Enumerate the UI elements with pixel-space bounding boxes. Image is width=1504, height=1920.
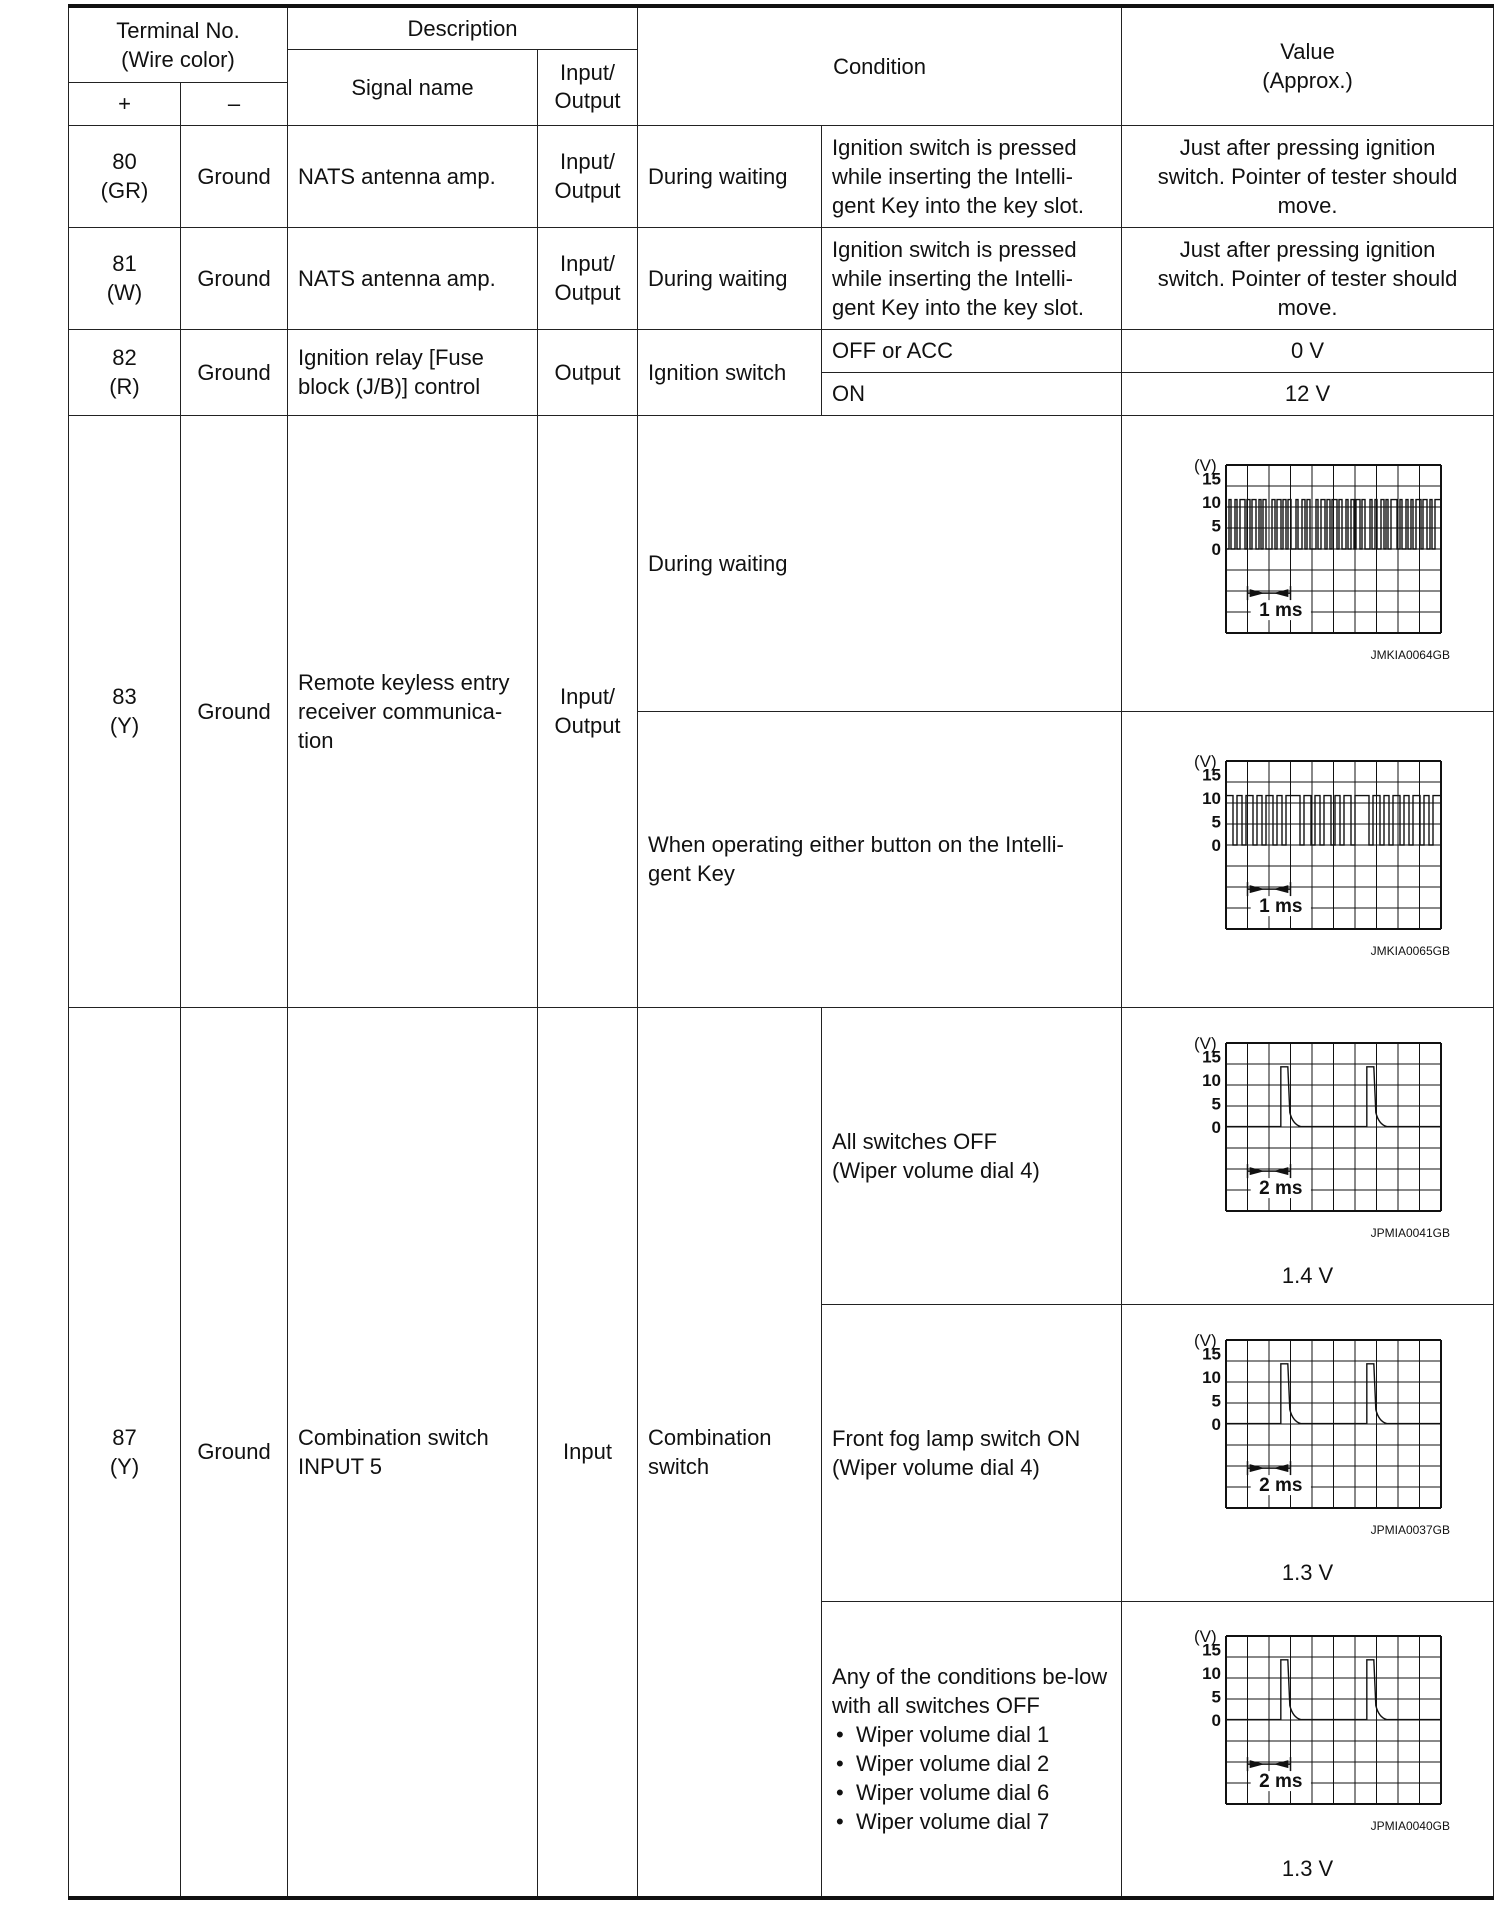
condition-cell: During waiting	[638, 125, 822, 227]
tick-label: 10	[1201, 1070, 1221, 1090]
signal-name-cell: NATS antenna amp.	[288, 227, 538, 329]
condition-cell: Combination switch	[638, 1007, 822, 1898]
table-row	[69, 1007, 1494, 1304]
ground-cell: Ground	[181, 125, 288, 227]
figure-code: JMKIA0064GB	[1370, 648, 1450, 662]
condition-cell: Ignition switch	[638, 329, 822, 415]
header-condition: Condition	[638, 6, 1122, 125]
terminal-cell: 87 (Y)	[69, 1007, 181, 1898]
header-description: Description	[288, 6, 638, 49]
value-cell: Just after pressing ignition switch. Pointer of tester should move.	[1122, 125, 1494, 227]
scale-arrow	[1249, 1167, 1264, 1175]
figure-code: JPMIA0041GB	[1370, 1226, 1450, 1240]
value-text: 1.3 V	[1281, 1856, 1334, 1882]
time-scale-label: 2 ms	[1258, 1475, 1303, 1497]
waveform-chart-w4	[1158, 1318, 1458, 1558]
scale-arrow	[1273, 1167, 1288, 1175]
tick-label: 10	[1201, 1664, 1221, 1684]
header-input-output: Input/ Output	[538, 49, 638, 125]
waveform-chart-w1	[1158, 443, 1458, 683]
y-axis-unit: (V)	[1193, 752, 1217, 771]
y-axis-unit: (V)	[1193, 456, 1217, 475]
list-item: • Wiper volume dial 1	[832, 1720, 1111, 1749]
signal-name-cell: Combination switch INPUT 5	[288, 1007, 538, 1898]
value-text: 1.4 V	[1281, 1263, 1334, 1288]
io-cell: Output	[538, 329, 638, 415]
terminal-cell: 83 (Y)	[69, 415, 181, 1007]
io-cell: Input	[538, 1007, 638, 1898]
scale-arrow	[1273, 1464, 1288, 1472]
time-scale-label: 1 ms	[1258, 600, 1303, 622]
signal-name-cell: Remote keyless entry receiver communica-tion	[288, 415, 538, 1007]
table-row	[69, 227, 1494, 329]
header-terminal-no: Terminal No. (Wire color)	[69, 6, 288, 82]
condition-cell: During waiting	[638, 227, 822, 329]
value-cell	[1122, 1601, 1494, 1898]
condition-cell: When operating either button on the Intelli-gent Key	[638, 711, 1122, 1007]
io-cell: Input/ Output	[538, 125, 638, 227]
tick-label: 0	[1211, 1415, 1221, 1434]
header-minus: –	[181, 82, 288, 125]
ground-cell: Ground	[181, 1007, 288, 1898]
value-cell	[1122, 415, 1494, 711]
signal-name-cell: NATS antenna amp.	[288, 125, 538, 227]
time-scale-label: 2 ms	[1258, 1178, 1303, 1200]
header-value: Value (Approx.)	[1122, 6, 1494, 125]
terminal-cell: 80 (GR)	[69, 125, 181, 227]
sub-condition-cell: Ignition switch is pressed while inserting the Intelli-gent Key into the key slot.	[822, 227, 1122, 329]
tick-label: 15	[1201, 765, 1221, 785]
y-axis-unit: (V)	[1193, 1627, 1217, 1647]
tick-label: 15	[1201, 469, 1221, 489]
tick-label: 0	[1211, 540, 1221, 559]
list-item: • Wiper volume dial 2	[832, 1749, 1111, 1778]
table-row	[69, 329, 1494, 372]
y-axis-unit: (V)	[1193, 1331, 1217, 1350]
header-plus: +	[69, 82, 181, 125]
waveform-chart-w5	[1158, 1614, 1458, 1854]
sub-condition-cell	[822, 1601, 1122, 1898]
scale-arrow	[1249, 885, 1264, 893]
signal-name-cell: Ignition relay [Fuse block (J/B)] control	[288, 329, 538, 415]
value-cell: Just after pressing ignition switch. Pointer of tester should move.	[1122, 227, 1494, 329]
scale-arrow	[1249, 589, 1264, 597]
scale-arrow	[1273, 589, 1288, 597]
list-item: • Wiper volume dial 6	[832, 1778, 1111, 1807]
time-scale-label: 2 ms	[1258, 1771, 1303, 1793]
tick-label: 5	[1211, 516, 1221, 536]
io-cell: Input/ Output	[538, 227, 638, 329]
value-cell	[1122, 1007, 1494, 1304]
scale-arrow	[1273, 1760, 1288, 1768]
tick-label: 15	[1201, 1047, 1221, 1067]
terminal-cell: 82 (R)	[69, 329, 181, 415]
tick-label: 5	[1211, 812, 1221, 832]
sub-condition-intro: Any of the conditions be-low with all switches OFF	[832, 1663, 1108, 1718]
terminal-spec-table	[68, 4, 1494, 1900]
value-cell: 0 V	[1122, 329, 1494, 372]
tick-label: 10	[1201, 492, 1221, 512]
wiper-dial-list	[832, 1720, 1111, 1836]
tick-label: 10	[1201, 1367, 1221, 1387]
condition-cell: During waiting	[638, 415, 1122, 711]
list-item: • Wiper volume dial 7	[832, 1807, 1111, 1836]
waveform-chart-w3	[1158, 1021, 1458, 1261]
value-cell	[1122, 1304, 1494, 1601]
terminal-cell: 81 (W)	[69, 227, 181, 329]
tick-label: 5	[1211, 1391, 1221, 1411]
ground-cell: Ground	[181, 227, 288, 329]
waveform-chart-w2	[1158, 739, 1458, 979]
figure-code: JPMIA0037GB	[1370, 1523, 1450, 1537]
table-row	[69, 415, 1494, 711]
scale-arrow	[1273, 885, 1288, 893]
sub-condition-cell: ON	[822, 372, 1122, 415]
y-axis-unit: (V)	[1193, 1034, 1217, 1053]
value-cell	[1122, 711, 1494, 1007]
sub-condition-cell: Front fog lamp switch ON (Wiper volume dial 4)	[822, 1304, 1122, 1601]
tick-label: 15	[1201, 1640, 1221, 1660]
tick-label: 10	[1201, 788, 1221, 808]
time-scale-label: 1 ms	[1258, 896, 1303, 918]
tick-label: 0	[1211, 1711, 1221, 1731]
tick-label: 0	[1211, 836, 1221, 855]
table-row	[69, 125, 1494, 227]
tick-label: 5	[1211, 1094, 1221, 1114]
value-text: 1.3 V	[1281, 1560, 1334, 1585]
tick-label: 15	[1201, 1344, 1221, 1364]
scale-arrow	[1249, 1464, 1264, 1472]
figure-code: JPMIA0040GB	[1370, 1819, 1450, 1834]
header-signal-name: Signal name	[288, 49, 538, 125]
sub-condition-cell: All switches OFF (Wiper volume dial 4)	[822, 1007, 1122, 1304]
sub-condition-cell: Ignition switch is pressed while inserting the Intelli-gent Key into the key slot.	[822, 125, 1122, 227]
scale-arrow	[1249, 1760, 1264, 1768]
io-cell: Input/ Output	[538, 415, 638, 1007]
value-cell: 12 V	[1122, 372, 1494, 415]
sub-condition-cell: OFF or ACC	[822, 329, 1122, 372]
tick-label: 0	[1211, 1118, 1221, 1137]
tick-label: 5	[1211, 1687, 1221, 1707]
ground-cell: Ground	[181, 329, 288, 415]
ground-cell: Ground	[181, 415, 288, 1007]
figure-code: JMKIA0065GB	[1370, 944, 1450, 958]
